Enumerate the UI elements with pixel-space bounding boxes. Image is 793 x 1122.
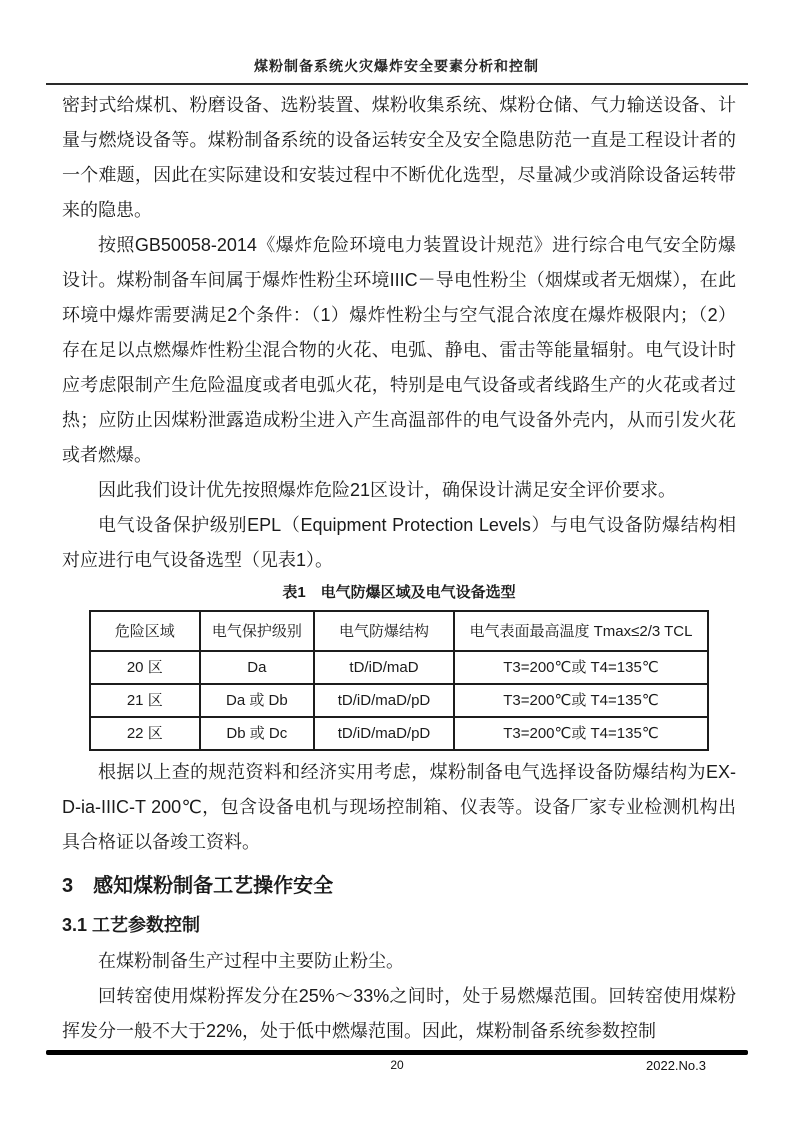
- table-cell-structure: tD/iD/maD/pD: [314, 717, 454, 750]
- body-paragraph-6: 在煤粉制备生产过程中主要防止粉尘。: [98, 951, 404, 971]
- body-paragraph-4: 电气设备保护级别EPL（Equipment Protection Levels）与电气设备防爆结构相对应进行电气设备选型（见表1）。: [62, 515, 736, 570]
- table-cell-temp: T3=200℃或 T4=135℃: [454, 651, 708, 684]
- table-cell-zone: 22 区: [90, 717, 200, 750]
- section-heading-3: 3 感知煤粉制备工艺操作安全: [62, 875, 334, 897]
- body-paragraph-5: 根据以上查的规范资料和经济实用考虑，煤粉制备电气选择设备防爆结构为EX-D-ia-IIIC-T 200℃，包含设备电机与现场控制箱、仪表等。设备厂家专业检测机构出具合格证以备竣工资料。: [62, 762, 736, 852]
- table-cell-level: Da: [200, 651, 315, 684]
- table-row: [90, 651, 708, 684]
- table-header-max-temp: 电气表面最高温度 Tmax≤2/3 TCL: [454, 611, 708, 651]
- table-cell-zone: 20 区: [90, 651, 200, 684]
- body-paragraph-1: 密封式给煤机、粉磨设备、选粉装置、煤粉收集系统、煤粉仓储、气力输送设备、计量与燃烧设备等。煤粉制备系统的设备运转安全及安全隐患防范一直是工程设计者的一个难题，因此在实际建设和安装过程中不断优化选型，尽量减少或消除设备运转带来的隐患。: [62, 95, 736, 220]
- table-header-row: [90, 611, 708, 651]
- table-caption: 表1 电气防爆区域及电气设备选型: [282, 584, 516, 601]
- table-row: [90, 717, 708, 750]
- table-header-protection-level: 电气保护级别: [200, 611, 315, 651]
- table-cell-structure: tD/iD/maD: [314, 651, 454, 684]
- body-paragraph-3: 因此我们设计优先按照爆炸危险21区设计，确保设计满足安全评价要求。: [98, 480, 677, 500]
- header-rule: [46, 83, 748, 85]
- running-header-title: 煤粉制备系统火灾爆炸安全要素分析和控制: [254, 58, 539, 74]
- table-header-zone: 危险区域: [90, 611, 200, 651]
- table-header-structure: 电气防爆结构: [314, 611, 454, 651]
- table-cell-level: Da 或 Db: [200, 684, 315, 717]
- table-row: [90, 684, 708, 717]
- section-heading-3-1: 3.1 工艺参数控制: [62, 915, 201, 935]
- body-paragraph-2: 按照GB50058-2014《爆炸危险环境电力装置设计规范》进行综合电气安全防爆设计。煤粉制备车间属于爆炸性粉尘环境IIIC－导电性粉尘（烟煤或者无烟煤），在此环境中爆炸需要满足2个条件：（1）爆炸性粉尘与空气混合浓度在爆炸极限内；（2）存在足以点燃爆炸性粉尘混合物的火花、电弧、静电、雷击等能量辐射。电气设计时应考虑限制产生危险温度或者电弧火花，特别是电气设备或者线路生产的火花或者过热；应防止因煤粉泄露造成粉尘进入产生高温部件的电气设备外壳内，从而引发火花或者燃爆。: [62, 235, 736, 465]
- body-paragraph-7: 回转窑使用煤粉挥发分在25%～33%之间时，处于易燃爆范围。回转窑使用煤粉挥发分一般不大于22%，处于低中燃爆范围。因此，煤粉制备系统参数控制: [62, 986, 736, 1041]
- journal-issue: 2022.No.3: [646, 1058, 706, 1073]
- footer-rule: [46, 1050, 748, 1055]
- table-cell-level: Db 或 Dc: [200, 717, 315, 750]
- table-cell-temp: T3=200℃或 T4=135℃: [454, 684, 708, 717]
- table-cell-structure: tD/iD/maD/pD: [314, 684, 454, 717]
- table-cell-temp: T3=200℃或 T4=135℃: [454, 717, 708, 750]
- page-footer: [46, 1058, 748, 1080]
- page-body: [62, 88, 736, 1049]
- table-cell-zone: 21 区: [90, 684, 200, 717]
- explosion-proof-selection-table: [89, 610, 709, 751]
- page-number: 20: [390, 1058, 404, 1072]
